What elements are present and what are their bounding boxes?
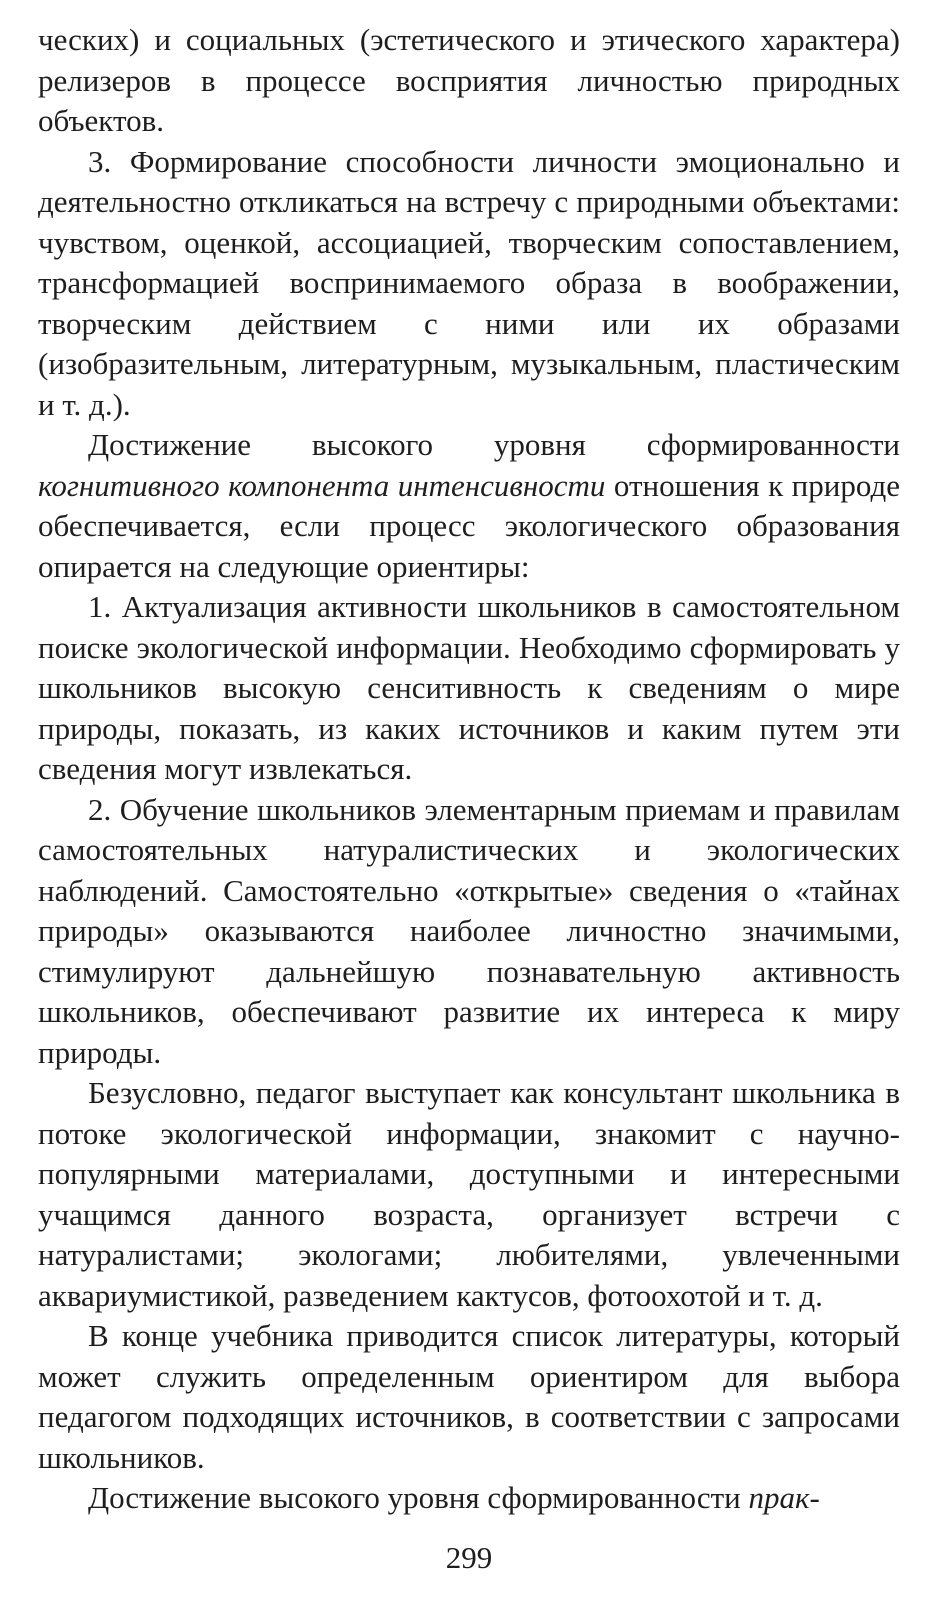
paragraph-3-emphasis: когнитивного компонента интенсивности [38,467,606,503]
paragraph-2-item-3: 3. Формирование способности личности эмоционально и деятельностно откликаться на встречу с природными объектами: чувством, оценкой, ассоциацией, творческим сопоставлением, трансформацией воспринимаемого образа в воображении, творческим действием с ними или их образами (изобразительным, литературным, музыкальным, пластическим и т. д.). [38,143,900,422]
page-number: 299 [445,1540,493,1575]
paragraph-6-teacher-role: Безусловно, педагог выступает как консультант школьника в потоке экологической информации, знакомит с научно-популярными материалами, доступными и интересными учащимся данного возраста, организует встречи с натуралистами; экологами; любителями, увлеченными аквариумистикой, разведением кактусов, фотоохотой и т. д. [38,1075,900,1313]
paragraph-7-literature-list: В конце учебника приводится список литературы, который может служить определенным ориентиром для выбора педагогом подходящих источников, в соответствии с запросами школьников. [38,1318,900,1475]
paragraph-3-text-after: отношения к природе обеспечивается, если процесс экологического образования опирается на следующие ориентиры: [38,467,900,584]
paragraph-8-text-before: Достижение высокого уровня сформированности [88,1480,749,1515]
paragraph-8-emphasis: прак- [748,1480,820,1515]
paragraph-4-item-1: 1. Актуализация активности школьников в самостоятельном поиске экологической информации. Необходимо сформировать у школьников высокую сенситивность к сведениям о мире природы, показать, из каких источников и каким путем эти сведения могут извлекаться. [38,589,900,786]
paragraph-3-cognitive-component [38,425,900,587]
paragraph-1-continuation: ческих) и социальных (эстетического и этического характера) релизеров в процессе восприятия личностью природных объектов. [38,22,900,138]
paragraph-8-practical-component [38,1478,900,1519]
page-body [38,20,900,1519]
paragraph-3-text-before: Достижение высокого уровня сформированности [88,427,900,462]
paragraph-5-item-2: 2. Обучение школьников элементарным приемам и правилам самостоятельных натуралистических и экологических наблюдений. Самостоятельно «открытые» сведения о «тайнах природы» оказываются наиболее личностно значимыми, стимулируют дальнейшую познавательную активность школьников, обеспечивают развитие их интереса к миру природы. [38,791,900,1070]
